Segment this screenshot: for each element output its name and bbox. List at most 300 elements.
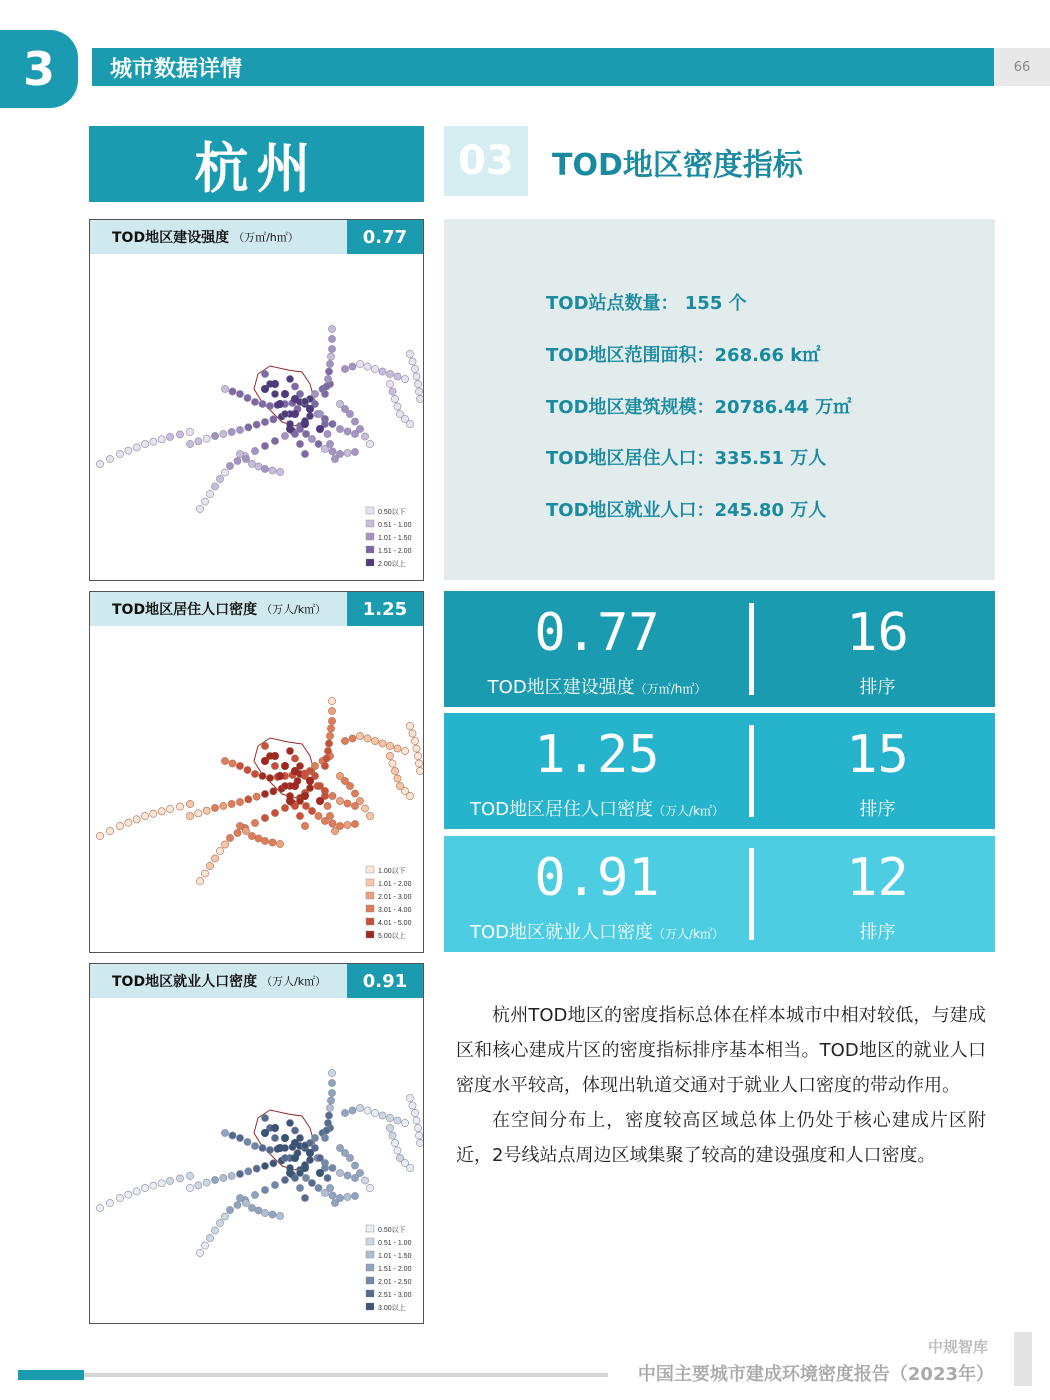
station-dot [270, 416, 277, 423]
station-dot [271, 752, 279, 760]
legend-label: 1.00以下 [378, 868, 406, 875]
station-dot [291, 1127, 298, 1134]
station-dot [150, 810, 157, 817]
station-dot [236, 390, 243, 397]
station-dot [414, 752, 421, 759]
station-dot [301, 792, 309, 800]
station-dot [236, 1134, 243, 1141]
station-dot [391, 395, 398, 402]
station-dot [411, 1109, 418, 1116]
station-dot [344, 449, 351, 456]
station-dot [406, 1094, 413, 1101]
station-dot [242, 827, 249, 834]
map-title: TOD地区就业人口密度 [112, 974, 258, 990]
station-dot [371, 1109, 378, 1116]
legend-label: 0.50以下 [378, 1227, 406, 1234]
station-dot [125, 1191, 132, 1198]
station-dot [221, 385, 228, 392]
station-dot [356, 425, 363, 432]
rank-label: 排序 [859, 799, 896, 820]
stat-value: 1.25 [534, 725, 660, 785]
station-dot [216, 1219, 223, 1226]
station-dot [301, 770, 308, 777]
stat-row-construction [444, 591, 995, 707]
station-dot [116, 1194, 123, 1201]
section-title-bar [92, 48, 994, 86]
legend-label: 2.00以上 [378, 561, 406, 568]
station-dot [271, 762, 278, 769]
station-dot [366, 440, 373, 447]
legend-swatch [366, 866, 374, 873]
station-dot [302, 802, 309, 809]
station-map [90, 254, 423, 580]
legend-swatch [366, 1277, 374, 1284]
station-dot [166, 433, 173, 440]
station-dot [203, 435, 210, 442]
station-dot [255, 1207, 262, 1214]
station-dot [351, 418, 358, 425]
legend-swatch [366, 1264, 374, 1271]
station-dot [291, 755, 298, 762]
station-dot [291, 1139, 299, 1147]
station-dot [211, 1227, 218, 1234]
station-dot [296, 1184, 303, 1191]
station-dot [327, 1097, 334, 1104]
station-dot [291, 1154, 299, 1162]
station-dot [315, 812, 322, 819]
station-dot [389, 760, 396, 767]
station-dot [248, 1204, 255, 1211]
station-dot [413, 373, 420, 380]
station-dot [96, 1204, 103, 1211]
station-dot [291, 767, 299, 775]
station-dot [371, 737, 378, 744]
station-dot [234, 457, 241, 464]
map-unit: （万人/k㎡） [261, 603, 327, 616]
station-dot [361, 805, 368, 812]
station-dot [344, 1193, 351, 1200]
station-dot [386, 380, 393, 387]
station-dot [244, 766, 251, 773]
station-dot [379, 1112, 386, 1119]
station-dot [116, 822, 123, 829]
station-dot [291, 383, 298, 390]
station-dot [106, 455, 113, 462]
station-dot [248, 460, 255, 467]
rank-label: 排序 [859, 922, 896, 943]
station-dot [211, 855, 218, 862]
station-dot [166, 1177, 173, 1184]
station-dot [324, 375, 331, 382]
station-dot [253, 1165, 260, 1172]
station-dot [389, 388, 396, 395]
station-dot [245, 424, 252, 431]
map-title: TOD地区建设强度 [112, 230, 230, 246]
station-dot [296, 440, 303, 447]
station-dot [255, 463, 262, 470]
station-dot [271, 390, 278, 397]
station-dot [141, 1184, 148, 1191]
map-panel-construction-intensity [89, 219, 424, 581]
legend-swatch [366, 918, 374, 925]
station-dot [325, 368, 332, 375]
paragraph: 在空间分布上，密度较高区域总体上仍处于核心建成片区附近，2号线站点周边区域集聚了较高的建设强度和人口密度。 [456, 1110, 986, 1166]
station-dot [236, 1170, 243, 1177]
station-dot [281, 762, 289, 770]
station-dot [261, 814, 268, 821]
city-title: 杭州 [89, 126, 424, 202]
station-dot [329, 1164, 336, 1171]
station-dot [415, 388, 422, 395]
station-dot [251, 398, 258, 405]
station-dot [291, 395, 299, 403]
station-dot [356, 797, 363, 804]
station-dot [286, 375, 293, 382]
station-dot [391, 1139, 398, 1146]
station-dot [125, 819, 132, 826]
station-dot [186, 428, 193, 435]
station-dot [261, 418, 268, 425]
station-dot [323, 755, 330, 762]
station-dot [324, 802, 331, 809]
station-dot [226, 1206, 233, 1213]
station-dot [344, 1172, 351, 1179]
station-dot [411, 737, 418, 744]
footer-accent [18, 1370, 84, 1380]
station-dot [276, 400, 284, 408]
station-dot [203, 1179, 210, 1186]
station-dot [336, 450, 343, 457]
station-dot [316, 797, 324, 805]
station-dot [221, 841, 228, 848]
station-dot [356, 732, 363, 739]
station-dot [186, 440, 193, 447]
station-dot [361, 1177, 368, 1184]
station-dot [329, 820, 336, 827]
station-dot [349, 735, 356, 742]
map-panel-residential-density [89, 591, 424, 953]
station-dot [286, 425, 294, 433]
station-dot [415, 760, 422, 767]
station-dot [406, 722, 413, 729]
section-number-badge: 3 [0, 30, 78, 108]
station-dot [133, 816, 140, 823]
station-dot [201, 870, 208, 877]
footer-rule [84, 1373, 608, 1377]
station-dot [406, 350, 413, 357]
station-dot [221, 1213, 228, 1220]
legend-label: 2.01 - 2.50 [378, 1279, 412, 1286]
station-dot [336, 1194, 343, 1201]
station-dot [270, 788, 277, 795]
station-dot [96, 460, 103, 467]
station-dot [356, 1169, 363, 1176]
station-dot [203, 807, 210, 814]
stat-label: TOD地区居住人口密度（万人/k㎡） [469, 799, 725, 820]
station-dot [364, 1107, 371, 1114]
divider [749, 603, 754, 695]
station-dot [306, 1149, 314, 1157]
station-dot [394, 1147, 401, 1154]
station-dot [236, 450, 243, 457]
station-dot [270, 1160, 277, 1167]
station-dot [261, 757, 269, 765]
station-dot [261, 1186, 268, 1193]
station-dot [386, 1124, 393, 1131]
map-header [90, 592, 423, 626]
legend-swatch [366, 533, 374, 540]
station-dot [328, 345, 335, 352]
station-dot [261, 1209, 268, 1216]
map-header [90, 220, 423, 254]
station-dot [269, 467, 276, 474]
footer-brand: 中规智库 [927, 1338, 988, 1356]
legend-label: 5.00以上 [378, 933, 406, 940]
station-dot [416, 1139, 423, 1146]
station-dot [150, 438, 157, 445]
map-value: 1.25 [347, 592, 423, 626]
tod-summary-panel [444, 219, 995, 580]
station-dot [406, 1164, 413, 1171]
station-dot [228, 800, 235, 807]
station-dot [271, 1134, 278, 1141]
station-dot [311, 762, 318, 769]
station-dot [211, 1176, 218, 1183]
station-dot [321, 817, 328, 824]
station-dot [251, 819, 258, 826]
analysis-text [456, 998, 986, 1173]
legend-swatch [366, 1303, 374, 1310]
station-dot [329, 420, 336, 427]
station-dot [329, 792, 336, 799]
legend-swatch [366, 931, 374, 938]
station-dot [269, 1211, 276, 1218]
station-dot [296, 812, 303, 819]
divider [749, 848, 754, 940]
station-dot [201, 1242, 208, 1249]
station-dot [281, 1176, 288, 1183]
station-dot [366, 1184, 373, 1191]
station-dot [253, 421, 260, 428]
station-dot [196, 505, 203, 512]
station-dot [281, 804, 288, 811]
stat-row-employment [444, 836, 995, 952]
station-dot [236, 426, 243, 433]
station-count: TOD站点数量： 155 个 [546, 293, 747, 314]
legend-label: 1.51 - 2.00 [378, 1266, 412, 1273]
station-dot [253, 793, 260, 800]
station-dot [341, 1109, 348, 1116]
station-dot [261, 1162, 268, 1169]
legend-label: 1.01 - 1.50 [378, 535, 412, 542]
station-dot [261, 1114, 268, 1121]
station-dot [271, 1124, 279, 1132]
station-dot [349, 363, 356, 370]
station-dot [328, 1079, 335, 1086]
station-dot [324, 1174, 331, 1181]
station-dot [236, 1194, 243, 1201]
station-dot [276, 468, 283, 475]
station-dot [344, 800, 351, 807]
station-dot [361, 433, 368, 440]
map-unit: （万㎡/h㎡） [233, 231, 299, 244]
station-dot [325, 1112, 332, 1119]
station-dot [308, 435, 315, 442]
station-dot [406, 420, 413, 427]
station-map [90, 998, 423, 1323]
station-dot [228, 428, 235, 435]
station-dot [409, 1102, 416, 1109]
station-dot [276, 1144, 284, 1152]
station-dot [229, 388, 236, 395]
stat-value: 0.91 [534, 848, 660, 908]
station-dot [266, 402, 273, 409]
station-dot [341, 365, 348, 372]
station-dot [416, 767, 423, 774]
station-dot [306, 405, 314, 413]
station-dot [281, 432, 288, 439]
station-dot [244, 1138, 251, 1145]
station-dot [261, 370, 268, 377]
station-dot [356, 1104, 363, 1111]
station-dot [416, 395, 423, 402]
station-dot [328, 1089, 335, 1096]
station-dot [311, 390, 318, 397]
station-dot [116, 450, 123, 457]
station-dot [394, 745, 401, 752]
station-dot [308, 807, 315, 814]
station-dot [229, 760, 236, 767]
legend-label: 1.01 - 1.50 [378, 1253, 412, 1260]
station-dot [266, 774, 273, 781]
station-dot [328, 707, 335, 714]
station-dot [141, 812, 148, 819]
station-dot [301, 822, 308, 829]
station-dot [251, 770, 258, 777]
station-dot [206, 490, 213, 497]
station-dot [346, 782, 353, 789]
legend-swatch [366, 546, 374, 553]
station-dot [336, 797, 343, 804]
station-dot [221, 469, 228, 476]
map-value: 0.91 [347, 964, 423, 998]
stat-label: TOD地区就业人口密度（万人/k㎡） [469, 922, 725, 943]
station-dot [211, 483, 218, 490]
station-dot [346, 410, 353, 417]
station-dot [344, 821, 351, 828]
station-dot [351, 448, 358, 455]
station-dot [286, 1119, 293, 1126]
station-dot [366, 812, 373, 819]
station-dot [401, 747, 408, 754]
stat-label: TOD地区建设强度（万㎡/h㎡） [487, 677, 707, 698]
station-dot [96, 832, 103, 839]
footer-tab [1014, 1332, 1032, 1386]
station-dot [301, 398, 308, 405]
station-dot [220, 430, 227, 437]
station-dot [176, 803, 183, 810]
stat-rank: 15 [846, 725, 909, 785]
station-dot [351, 1162, 358, 1169]
subsection-number: 03 [444, 126, 528, 196]
station-dot [409, 730, 416, 737]
station-dot [316, 410, 323, 417]
station-dot [261, 465, 268, 472]
station-dot [106, 827, 113, 834]
station-dot [326, 1104, 333, 1111]
station-dot [166, 805, 173, 812]
station-dot [327, 353, 334, 360]
station-dot [186, 1172, 193, 1179]
station-dot [394, 1117, 401, 1124]
map-header [90, 964, 423, 998]
station-dot [245, 1168, 252, 1175]
stat-value: 0.77 [534, 603, 660, 663]
station-dot [236, 798, 243, 805]
station-dot [195, 810, 202, 817]
map-value: 0.77 [347, 220, 423, 254]
legend-label: 2.51 - 3.00 [378, 1292, 412, 1299]
station-dot [414, 1124, 421, 1131]
station-dot [176, 1175, 183, 1182]
legend-label: 4.01 - 5.00 [378, 920, 412, 927]
stat-rank: 12 [846, 848, 909, 908]
station-dot [415, 1132, 422, 1139]
station-dot [276, 1212, 283, 1219]
station-dot [141, 440, 148, 447]
station-dot [261, 790, 268, 797]
building-scale: TOD地区建筑规模：20786.44 万㎡ [546, 397, 852, 418]
station-dot [306, 784, 313, 791]
station-dot [301, 450, 308, 457]
section-title: 城市数据详情 [110, 56, 243, 82]
station-dot [220, 802, 227, 809]
station-dot [329, 448, 336, 455]
station-dot [411, 365, 418, 372]
station-dot [281, 1134, 289, 1142]
station-dot [323, 1127, 330, 1134]
station-dot [226, 462, 233, 469]
station-dot [301, 1142, 308, 1149]
station-dot [195, 438, 202, 445]
subsection-title: TOD地区密度指标 [552, 148, 803, 183]
station-dot [158, 436, 165, 443]
station-dot [394, 373, 401, 380]
station-map [90, 626, 423, 952]
station-dot [286, 797, 294, 805]
station-dot [266, 1146, 273, 1153]
station-dot [328, 717, 335, 724]
station-dot [245, 796, 252, 803]
station-dot [394, 775, 401, 782]
station-dot [281, 782, 288, 789]
station-dot [324, 747, 331, 754]
station-dot [351, 1192, 358, 1199]
station-dot [216, 847, 223, 854]
station-dot [271, 380, 279, 388]
station-dot [196, 877, 203, 884]
paragraph: 杭州TOD地区的密度指标总体在样本城市中相对较低，与建成区和核心建成片区的密度指标排序基本相当。TOD地区的就业人口密度水平较高，体现出轨道交通对于就业人口密度的带动作用。 [456, 1005, 986, 1096]
station-dot [323, 383, 330, 390]
station-dot [269, 839, 276, 846]
map-unit: （万人/k㎡） [261, 975, 327, 988]
station-dot [311, 1134, 318, 1141]
station-dot [324, 430, 331, 437]
station-dot [133, 1188, 140, 1195]
station-dot [216, 475, 223, 482]
station-dot [401, 375, 408, 382]
station-dot [176, 431, 183, 438]
